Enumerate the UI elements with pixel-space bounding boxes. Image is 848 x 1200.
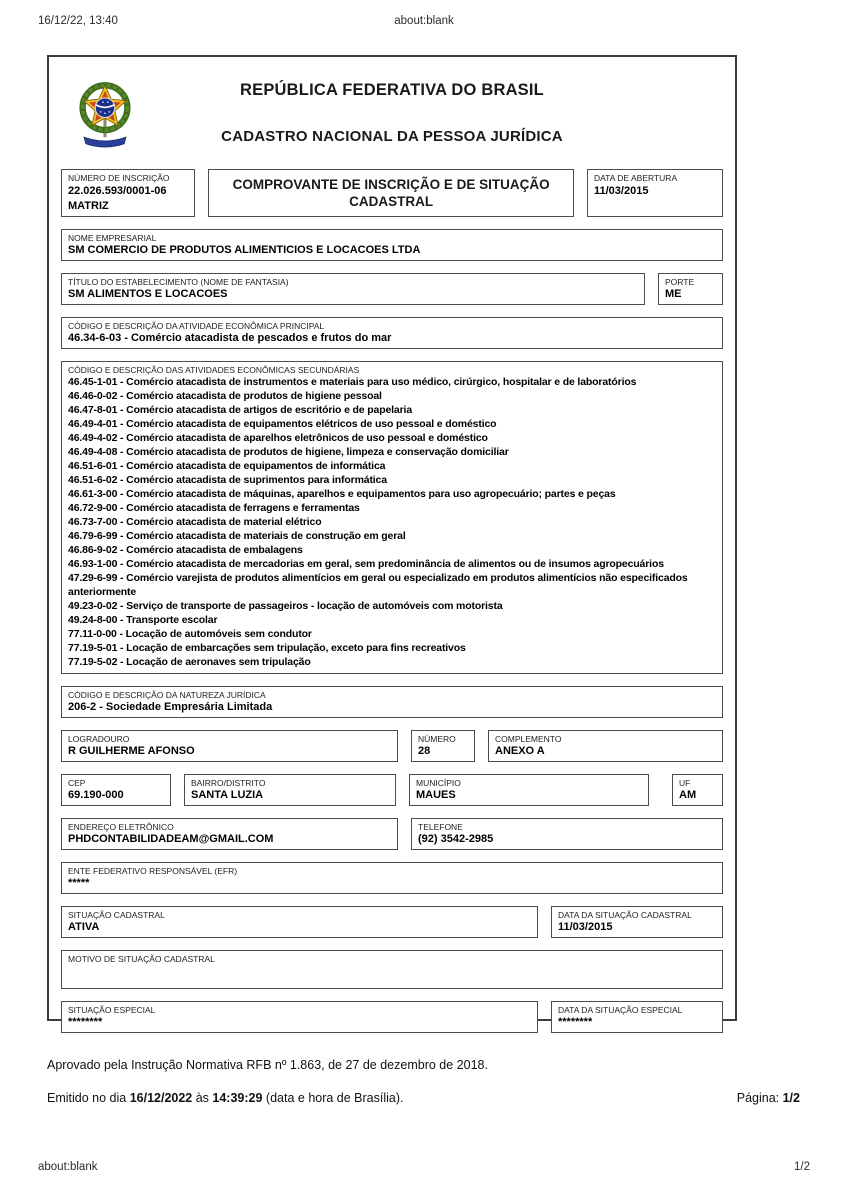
row-situacao-especial [61, 1001, 723, 1033]
activity-item: 46.61-3-00 - Comércio atacadista de máquinas, aparelhos e equipamentos para uso agropecuário; partes e peças [68, 488, 616, 500]
field-value-tipo: MATRIZ [68, 200, 109, 212]
field-label: NÚMERO [418, 734, 456, 744]
print-url: about:blank [394, 15, 454, 27]
row-fantasia [61, 273, 723, 305]
activity-item: 46.47-8-01 - Comércio atacadista de artigos de escritório e de papelaria [68, 404, 413, 416]
field-label: CEP [68, 778, 86, 788]
row-atividades-secundarias [61, 361, 723, 674]
activity-item: 77.11-0-00 - Locação de automóveis sem condutor [68, 628, 312, 640]
activity-item: 46.51-6-02 - Comércio atacadista de suprimentos para informática [68, 474, 387, 486]
field-value: ***** [68, 877, 90, 889]
row-atividade-principal [61, 317, 723, 349]
field-value: 206-2 - Sociedade Empresária Limitada [68, 701, 273, 713]
row-nome-empresarial [61, 229, 723, 261]
field-value: AM [679, 789, 697, 801]
emitido-middle: às [192, 1091, 213, 1105]
activity-item: 46.73-7-00 - Comércio atacadista de material elétrico [68, 516, 322, 528]
field-value [68, 964, 716, 965]
row-inscricao [61, 169, 723, 217]
row-situacao-cadastral [61, 906, 723, 938]
emitido-suffix: (data e hora de Brasília). [262, 1091, 404, 1105]
field-label: DATA DA SITUAÇÃO CADASTRAL [558, 910, 692, 920]
activity-item: 77.19-5-02 - Locação de aeronaves sem tripulação [68, 656, 311, 668]
field-value: SM ALIMENTOS E LOCACOES [68, 288, 228, 300]
field-bairro [184, 774, 396, 806]
field-efr [61, 862, 723, 894]
cnpj-certificate-frame [47, 55, 737, 1028]
field-numero-inscricao [61, 169, 195, 217]
activity-item: 49.24-8-00 - Transporte escolar [68, 614, 218, 626]
field-situacao-cadastral [61, 906, 538, 938]
field-porte [658, 273, 723, 305]
browser-print-header [38, 15, 810, 27]
field-email [61, 818, 398, 850]
field-value: 22.026.593/0001-06 [68, 185, 167, 197]
brazil-coat-of-arms-icon [70, 73, 140, 155]
field-value: SANTA LUZIA [191, 789, 264, 801]
field-value: 11/03/2015 [558, 921, 613, 933]
field-value: ATIVA [68, 921, 100, 933]
field-logradouro [61, 730, 398, 762]
field-value: SM COMERCIO DE PRODUTOS ALIMENTICIOS E LOCACOES LTDA [68, 244, 421, 256]
field-label: SITUAÇÃO CADASTRAL [68, 910, 165, 920]
aprovado-text: Aprovado pela Instrução Normativa RFB nº 1.863, de 27 de dezembro de 2018. [47, 1058, 488, 1072]
activity-item: 47.29-6-99 - Comércio varejista de produtos alimentícios em geral ou especializado em produtos alimentícios não especificados anteriormente [68, 572, 688, 598]
pagina-text [737, 1091, 800, 1105]
field-label: SITUAÇÃO ESPECIAL [68, 1005, 156, 1015]
field-value: 28 [418, 745, 431, 757]
field-municipio [409, 774, 649, 806]
field-nome-empresarial [61, 229, 723, 261]
emitido-text [47, 1091, 404, 1105]
row-endereco-1 [61, 730, 723, 762]
field-value: ANEXO A [495, 745, 545, 757]
emitido-date: 16/12/2022 [129, 1091, 193, 1105]
field-label: CÓDIGO E DESCRIÇÃO DAS ATIVIDADES ECONÔMICAS SECUNDÁRIAS [68, 365, 360, 375]
field-value: (92) 3542-2985 [418, 833, 494, 845]
activity-item: 77.19-5-01 - Locação de embarcações sem tripulação, exceto para fins recreativos [68, 642, 466, 654]
activity-item: 46.49-4-01 - Comércio atacadista de equipamentos elétricos de uso pessoal e doméstico [68, 418, 497, 430]
pagina-value: 1/2 [782, 1091, 800, 1105]
activity-item: 46.86-9-02 - Comércio atacadista de embalagens [68, 544, 303, 556]
row-contato [61, 818, 723, 850]
activity-item: 46.49-4-02 - Comércio atacadista de aparelhos eletrônicos de uso pessoal e doméstico [68, 432, 488, 444]
browser-print-footer [38, 1161, 810, 1173]
activity-item: 46.72-9-00 - Comércio atacadista de ferragens e ferramentas [68, 502, 360, 514]
activity-item: 46.79-6-99 - Comércio atacadista de materiais de construção em geral [68, 530, 406, 542]
field-label: TELEFONE [418, 822, 463, 832]
field-nome-fantasia [61, 273, 645, 305]
field-label: CÓDIGO E DESCRIÇÃO DA ATIVIDADE ECONÔMICA PRINCIPAL [68, 321, 325, 331]
field-atividade-principal [61, 317, 723, 349]
field-value: 46.34-6-03 - Comércio atacadista de pescados e frutos do mar [68, 332, 392, 344]
field-label: UF [679, 778, 691, 788]
field-value: 69.190-000 [68, 789, 124, 801]
row-endereco-2 [61, 774, 723, 806]
activity-item: 46.51-6-01 - Comércio atacadista de equipamentos de informática [68, 460, 386, 472]
footer-url: about:blank [38, 1161, 98, 1173]
field-label: DATA DA SITUAÇÃO ESPECIAL [558, 1005, 683, 1015]
pagina-label: Página: [736, 1091, 783, 1105]
row-natureza-juridica [61, 686, 723, 718]
field-label: DATA DE ABERTURA [593, 173, 678, 183]
document-header [61, 57, 723, 161]
field-value: ******** [558, 1016, 593, 1028]
comprovante-title: COMPROVANTE DE INSCRIÇÃO E DE SITUAÇÃO CADASTRAL [232, 176, 550, 209]
field-value: ME [665, 288, 682, 300]
field-label: TÍTULO DO ESTABELECIMENTO (NOME DE FANTASIA) [68, 277, 289, 287]
field-label: PORTE [665, 277, 695, 287]
field-atividades-secundarias [61, 361, 723, 674]
field-label: COMPLEMENTO [495, 734, 562, 744]
field-cep [61, 774, 171, 806]
field-value: 11/03/2015 [593, 185, 649, 197]
field-natureza-juridica [61, 686, 723, 718]
emitido-prefix: Emitido no dia [47, 1091, 130, 1105]
field-label: NÚMERO DE INSCRIÇÃO [68, 173, 170, 183]
field-value: R GUILHERME AFONSO [68, 745, 195, 757]
field-label: ENTE FEDERATIVO RESPONSÁVEL (EFR) [68, 866, 238, 876]
comprovante-title-box [208, 169, 574, 217]
field-uf [672, 774, 723, 806]
field-value: MAUES [416, 789, 456, 801]
field-label: ENDEREÇO ELETRÔNICO [68, 822, 174, 832]
field-value: PHDCONTABILIDADEAM@GMAIL.COM [68, 833, 274, 845]
field-data-abertura [587, 169, 723, 217]
field-data-situacao-cadastral [551, 906, 723, 938]
title-republica: REPÚBLICA FEDERATIVA DO BRASIL [240, 81, 544, 99]
activity-item: 46.46-0-02 - Comércio atacadista de produtos de higiene pessoal [68, 390, 382, 402]
activity-item: 46.93-1-00 - Comércio atacadista de mercadorias em geral, sem predominância de alimentos ou de insumos agropecuários [68, 558, 664, 570]
field-value: ******** [68, 1016, 103, 1028]
field-motivo-situacao [61, 950, 723, 989]
field-label: BAIRRO/DISTRITO [191, 778, 266, 788]
field-label: MUNICÍPIO [416, 778, 461, 788]
field-label: CÓDIGO E DESCRIÇÃO DA NATUREZA JURÍDICA [68, 690, 266, 700]
field-label: NOME EMPRESARIAL [68, 233, 157, 243]
field-label: LOGRADOURO [68, 734, 130, 744]
print-datetime: 16/12/22, 13:40 [38, 15, 118, 27]
row-efr [61, 862, 723, 894]
field-data-situacao-especial [551, 1001, 723, 1033]
row-motivo [61, 950, 723, 989]
field-situacao-especial [61, 1001, 538, 1033]
activity-item: 46.45-1-01 - Comércio atacadista de instrumentos e materiais para uso médico, cirúrgico, hospitalar e de laboratórios [68, 376, 637, 388]
activity-item: 49.23-0-02 - Serviço de transporte de passageiros - locação de automóveis com motorista [68, 600, 503, 612]
field-telefone [411, 818, 723, 850]
field-numero [411, 730, 475, 762]
activities-list [68, 375, 716, 669]
emitido-time: 14:39:29 [212, 1091, 263, 1105]
footer-page-number: 1/2 [794, 1161, 810, 1173]
title-cnpj: CADASTRO NACIONAL DA PESSOA JURÍDICA [221, 128, 563, 145]
field-label: MOTIVO DE SITUAÇÃO CADASTRAL [68, 954, 215, 964]
activity-item: 46.49-4-08 - Comércio atacadista de produtos de higiene, limpeza e conservação domiciliar [68, 446, 509, 458]
field-complemento [488, 730, 723, 762]
